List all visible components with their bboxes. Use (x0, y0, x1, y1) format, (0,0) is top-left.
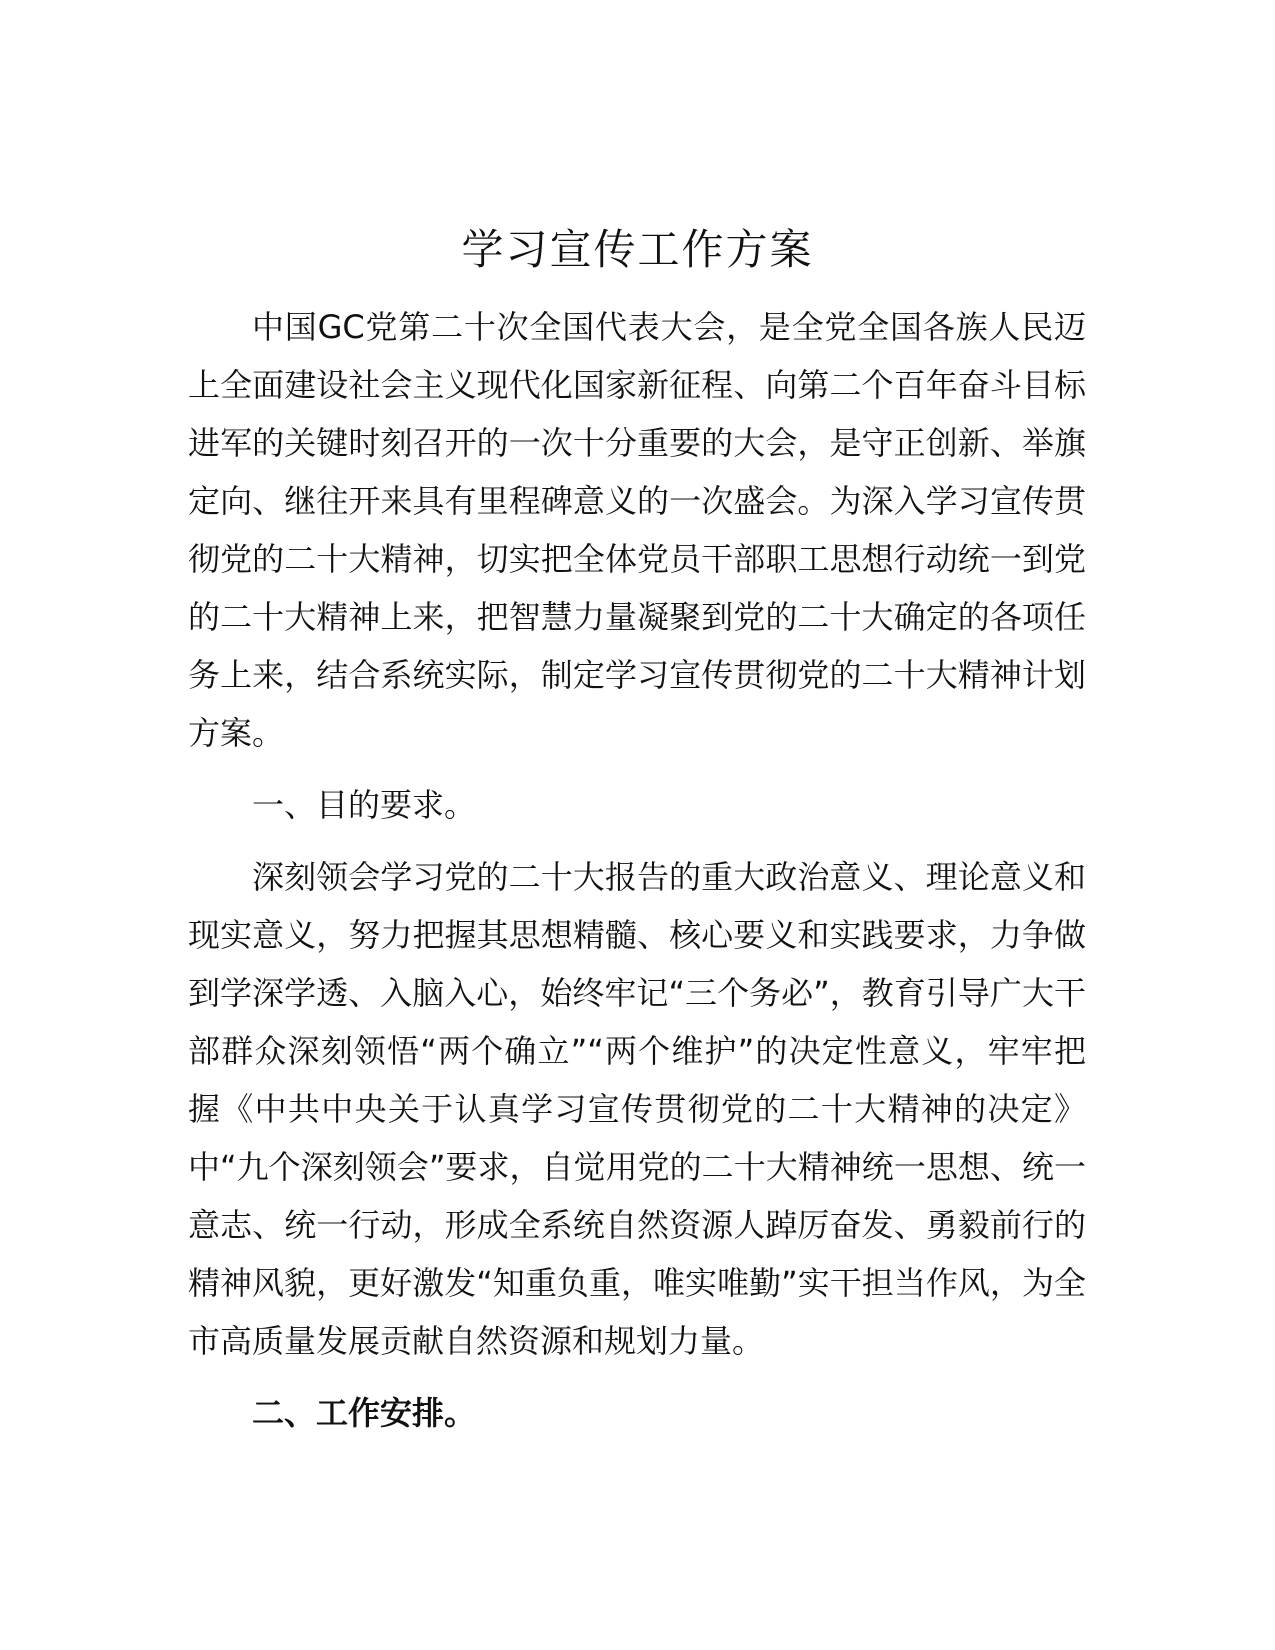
document-body (188, 298, 1086, 1442)
document-title: 学习宣传工作方案 (461, 225, 814, 274)
section-1-paragraph: 深刻领会学习党的二十大报告的重大政治意义、理论意义和现实意义，努力把握其思想精髓、核心要义和实践要求，力争做到学深学透、入脑入心，始终牢记“三个务必”，教育引导广大干部群众深刻领悟“两个确立”“两个维护”的决定性意义，牢牢把握《中共中央关于认真学习宣传贯彻党的二十大精神的决定》中“九个深刻领会”要求，自觉用党的二十大精神统一思想、统一意志、统一行动，形成全系统自然资源人踔厉奋发、勇毅前行的精神风貌，更好激发“知重负重，唯实唯勤”实干担当作风，为全市高质量发展贡献自然资源和规划力量。 (188, 858, 1086, 1360)
section-2-heading: 二、工作安排。 (252, 1394, 477, 1432)
section-1-heading: 一、目的要求。 (252, 786, 477, 824)
intro-paragraph: 中国GC党第二十次全国代表大会，是全党全国各族人民迈上全面建设社会主义现代化国家新征程、向第二个百年奋斗目标进军的关键时刻召开的一次十分重要的大会，是守正创新、举旗定向、继往开来具有里程碑意义的一次盛会。为深入学习宣传贯彻党的二十大精神，切实把全体党员干部职工思想行动统一到党的二十大精神上来，把智慧力量凝聚到党的二十大确定的各项任务上来，结合系统实际，制定学习宣传贯彻党的二十大精神计划方案。 (188, 308, 1086, 752)
